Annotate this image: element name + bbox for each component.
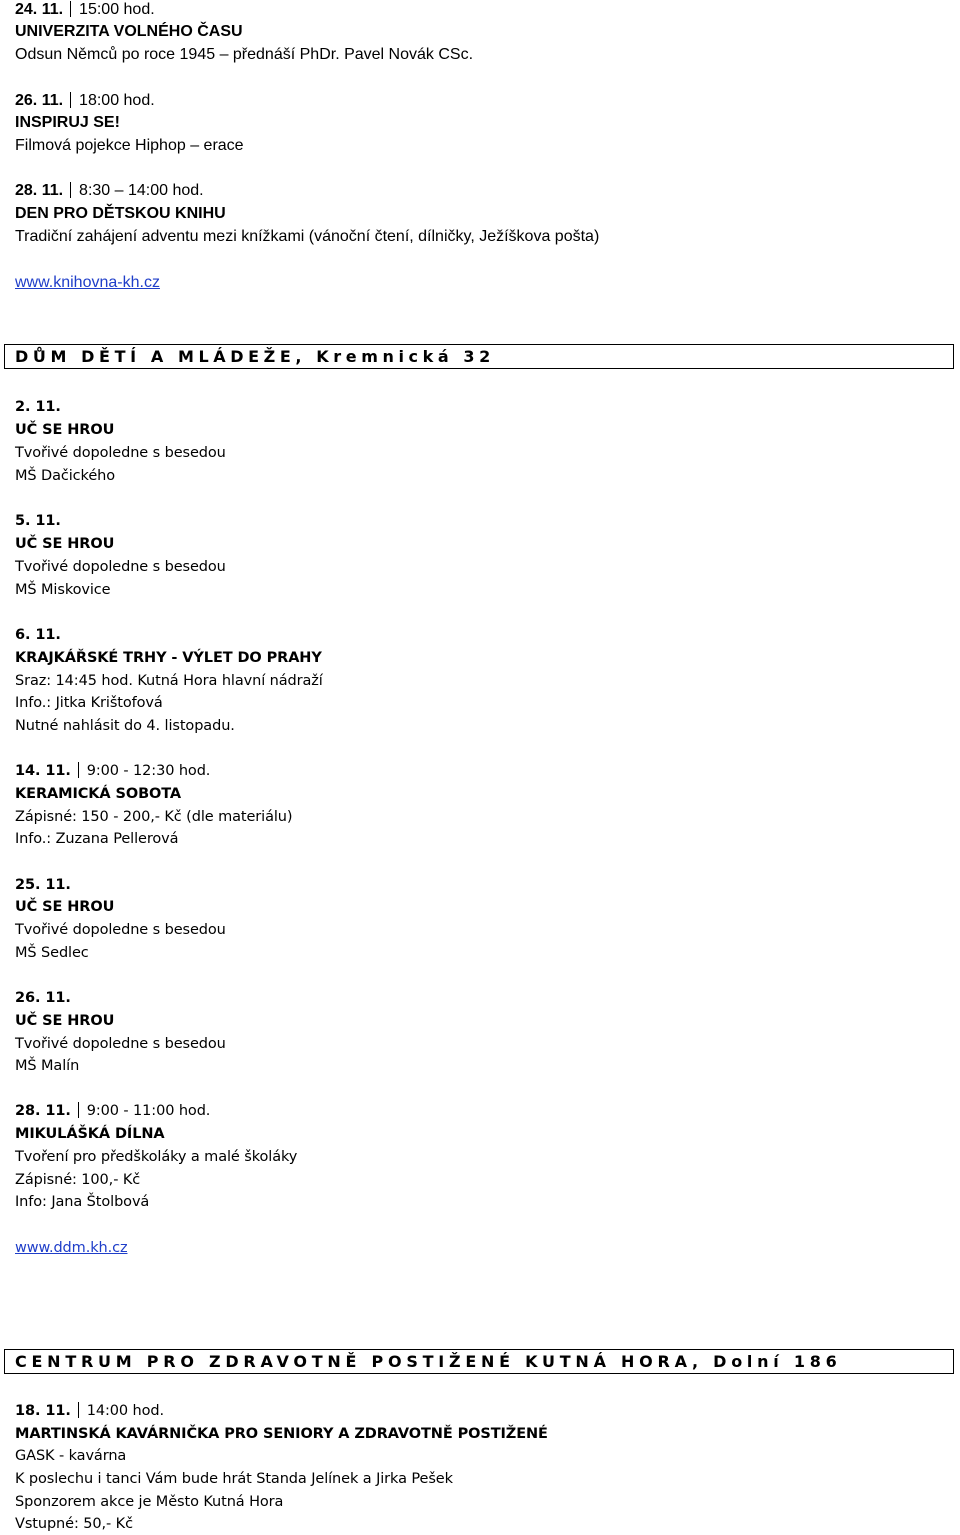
event-date: 26. 11. — [15, 92, 64, 109]
event-date: 18. 11. — [15, 1403, 71, 1419]
event-time: 8:30 – 14:00 hod. — [79, 182, 204, 199]
separator — [78, 762, 79, 778]
event-title: MARTINSKÁ KAVÁRNIČKA PRO SENIORY A ZDRAVOTNĚ POSTIŽENÉ — [15, 1426, 548, 1442]
event-date: 6. 11. — [15, 627, 61, 643]
event-title: UNIVERZITA VOLNÉHO ČASU — [15, 23, 243, 40]
event-title: UČ SE HROU — [15, 536, 115, 552]
event-line: Info.: Jitka Krištofová — [15, 695, 163, 711]
event-line: Info.: Zuzana Pellerová — [15, 831, 179, 847]
event-time: 18:00 hod. — [79, 92, 155, 109]
ddm-link-row — [15, 1238, 127, 1258]
event-line: K poslechu i tanci Vám bude hrát Standa Jelínek a Jirka Pešek — [15, 1471, 453, 1487]
event-time: 9:00 - 12:30 hod. — [86, 763, 211, 779]
event-date: 5. 11. — [15, 513, 61, 529]
event-line: MŠ Sedlec — [15, 945, 89, 961]
separator — [70, 92, 71, 108]
event-line: MŠ Miskovice — [15, 582, 111, 598]
event-line: Tvořivé dopoledne s besedou — [15, 1036, 226, 1052]
event-title: KERAMICKÁ SOBOTA — [15, 786, 182, 802]
event-line: Tvořivé dopoledne s besedou — [15, 445, 226, 461]
event-title: INSPIRUJ SE! — [15, 114, 120, 131]
event-date-row — [15, 91, 155, 111]
event-line: Info: Jana Štolbová — [15, 1194, 150, 1210]
event-date: 28. 11. — [15, 182, 64, 199]
event-title: UČ SE HROU — [15, 1013, 115, 1029]
centrum-section-header: CENTRUM PRO ZDRAVOTNĚ POSTIŽENÉ KUTNÁ HORA, Dolní 186 — [4, 1349, 954, 1374]
event-date-row — [15, 0, 155, 20]
event-line: Zápisné: 100,- Kč — [15, 1172, 141, 1188]
event-date: 24. 11. — [15, 1, 64, 18]
event-description: Filmová pojekce Hiphop – erace — [15, 137, 244, 154]
event-description: Tradiční zahájení adventu mezi knížkami (vánoční čtení, dílničky, Ježíškova pošta) — [15, 228, 600, 245]
event-time: 9:00 - 11:00 hod. — [86, 1103, 211, 1119]
event-date: 28. 11. — [15, 1103, 71, 1119]
library-link-row — [15, 273, 160, 293]
event-line: Vstupné: 50,- Kč — [15, 1516, 133, 1532]
separator — [78, 1402, 79, 1418]
ddm-website-link[interactable]: www.ddm.kh.cz — [15, 1240, 128, 1256]
event-title: DEN PRO DĚTSKOU KNIHU — [15, 205, 226, 222]
event-date: 2. 11. — [15, 399, 61, 415]
event-title: MIKULÁŠKÁ DÍLNA — [15, 1126, 165, 1142]
event-line: Zápisné: 150 - 200,- Kč (dle materiálu) — [15, 809, 293, 825]
event-title: UČ SE HROU — [15, 899, 115, 915]
event-date: 25. 11. — [15, 877, 71, 893]
event-date: 26. 11. — [15, 990, 71, 1006]
event-line: Tvořivé dopoledne s besedou — [15, 922, 226, 938]
event-line: Nutné nahlásit do 4. listopadu. — [15, 718, 235, 734]
event-date-row — [15, 1101, 210, 1121]
event-time: 15:00 hod. — [79, 1, 155, 18]
event-title: KRAJKÁŘSKÉ TRHY - VÝLET DO PRAHY — [15, 650, 322, 666]
event-date-row — [15, 761, 210, 781]
event-line: MŠ Dačického — [15, 468, 116, 484]
separator — [70, 1, 71, 17]
event-description: Odsun Němců po roce 1945 – přednáší PhDr. Pavel Novák CSc. — [15, 46, 474, 63]
event-date: 14. 11. — [15, 763, 71, 779]
event-title: UČ SE HROU — [15, 422, 115, 438]
event-line: Tvořivé dopoledne s besedou — [15, 559, 226, 575]
event-line: Tvoření pro předškoláky a malé školáky — [15, 1149, 298, 1165]
event-line: Sraz: 14:45 hod. Kutná Hora hlavní nádraží — [15, 673, 323, 689]
ddm-section-header: DŮM DĚTÍ A MLÁDEŽE, Kremnická 32 — [4, 344, 954, 369]
event-date-row — [15, 1401, 164, 1421]
separator — [78, 1102, 79, 1118]
separator — [70, 182, 71, 198]
event-time: 14:00 hod. — [86, 1403, 165, 1419]
event-date-row — [15, 181, 204, 201]
library-website-link[interactable]: www.knihovna-kh.cz — [15, 274, 160, 291]
event-line: GASK - kavárna — [15, 1448, 127, 1464]
event-line: MŠ Malín — [15, 1058, 80, 1074]
event-line: Sponzorem akce je Město Kutná Hora — [15, 1494, 284, 1510]
